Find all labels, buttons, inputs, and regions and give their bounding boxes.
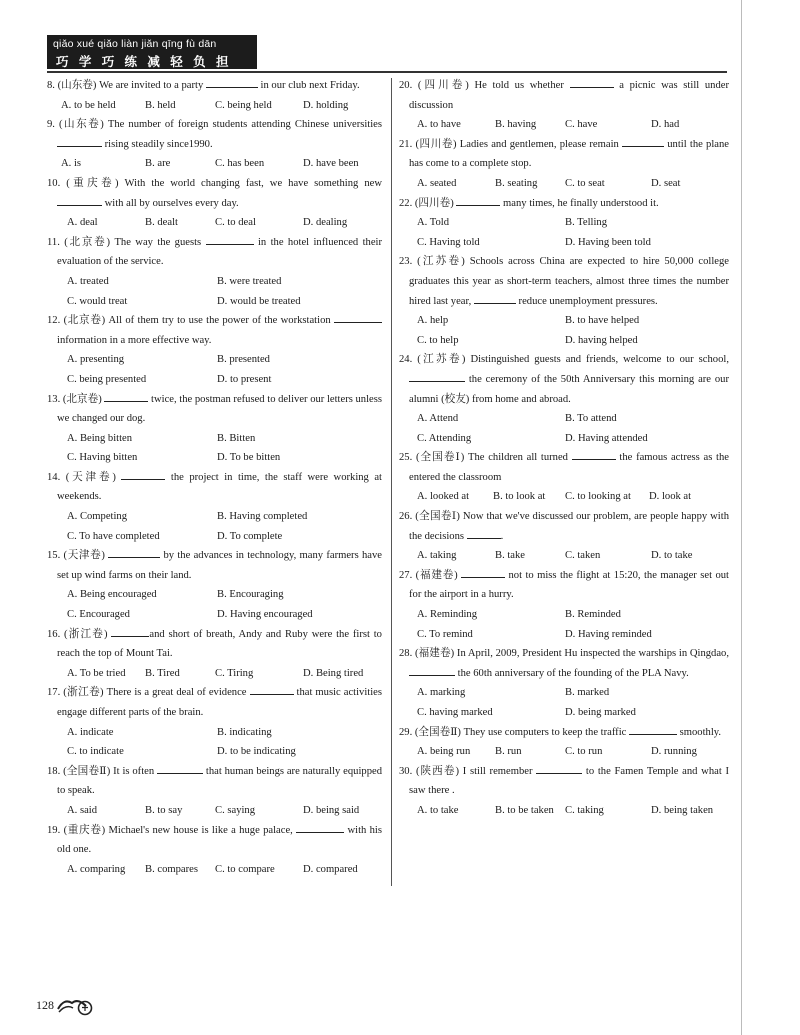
options-row — [399, 213, 729, 233]
answer-option: B. presented — [217, 354, 270, 366]
question-item — [47, 762, 382, 821]
question-stem — [399, 350, 729, 409]
answer-option: A. indicate — [67, 726, 114, 738]
answer-option: B. dealt — [145, 217, 178, 229]
question-item — [47, 821, 382, 880]
answer-option: D. Having reminded — [565, 628, 652, 640]
question-text: 12. (北京卷) All of them try to use the power of the workstation — [47, 315, 334, 327]
question-stem — [399, 194, 729, 214]
options-row — [47, 448, 382, 468]
answer-option: B. indicating — [217, 726, 272, 738]
answer-option: C. have — [565, 119, 598, 131]
question-item — [47, 625, 382, 684]
question-stem — [399, 723, 729, 743]
answer-option: D. Having been told — [565, 236, 651, 248]
question-item — [399, 644, 729, 722]
question-item — [47, 76, 382, 115]
options-row — [399, 742, 729, 762]
question-item — [47, 683, 382, 761]
answer-option: D. To complete — [217, 530, 283, 542]
answer-option: D. seat — [651, 177, 681, 189]
answer-option: D. holding — [303, 99, 349, 111]
question-stem — [47, 821, 382, 860]
answer-option: A. to have — [417, 119, 461, 131]
answer-option: A. Reminding — [417, 609, 478, 621]
options-row — [47, 370, 382, 390]
question-stem — [399, 507, 729, 546]
options-row — [399, 115, 729, 135]
question-stem — [399, 566, 729, 605]
options-row — [47, 96, 382, 116]
options-row — [399, 605, 729, 625]
answer-blank — [296, 821, 344, 833]
answer-option: C. Tiring — [215, 667, 254, 679]
answer-option: A. treated — [67, 275, 109, 287]
answer-option: B. were treated — [217, 275, 282, 287]
question-text: 24. (江苏卷) Distinguished guests and friends, welcome to our school, — [399, 354, 729, 366]
options-row — [399, 331, 729, 351]
answer-option: B. Tired — [145, 667, 180, 679]
question-text: with his old one. — [57, 824, 382, 856]
options-row — [399, 801, 729, 821]
question-stem — [47, 311, 382, 350]
options-row — [47, 801, 382, 821]
options-row — [47, 860, 382, 880]
answer-blank — [456, 194, 500, 206]
question-text: not to miss the flight at 15:20, the manager set out for the airport in a hurry. — [409, 569, 729, 601]
answer-option: A. to take — [417, 804, 459, 816]
question-item — [399, 350, 729, 448]
answer-blank — [409, 664, 455, 676]
options-row — [399, 546, 729, 566]
answer-option: D. being marked — [565, 707, 636, 718]
question-stem — [47, 625, 382, 664]
answer-option: C. being presented — [67, 373, 147, 385]
question-text: smoothly. — [677, 726, 722, 738]
answer-option: D. being taken — [651, 804, 714, 816]
question-text: 14. (天津卷) — [47, 471, 122, 483]
question-text: 21. (四川卷) Ladies and gentlemen, please remain — [399, 138, 623, 150]
section-header — [47, 35, 257, 69]
answer-option: C. to looking at — [565, 491, 631, 503]
question-stem — [47, 174, 382, 213]
answer-option: C. has been — [215, 158, 265, 170]
answer-blank — [467, 527, 501, 539]
options-row — [399, 409, 729, 429]
options-row — [47, 585, 382, 605]
answer-option: C. Attending — [417, 432, 472, 444]
answer-option: A. Being bitten — [67, 432, 133, 444]
answer-option: C. Encouraged — [67, 609, 130, 621]
answer-option: D. to take — [651, 550, 693, 562]
answer-option: C. taken — [565, 550, 601, 562]
question-item — [47, 115, 382, 174]
question-text: reduce unemployment pressures. — [515, 295, 658, 307]
answer-blank — [474, 292, 516, 304]
answer-option: B. compares — [145, 863, 198, 875]
answer-option: D. Having attended — [565, 432, 648, 444]
question-text: in the hotel influenced their evaluation of the service. — [57, 236, 383, 268]
question-text: the 60th anniversary of the founding of the PLA Navy. — [455, 667, 689, 679]
answer-option: A. To be tried — [67, 667, 126, 679]
question-text: 17. (浙江卷) There is a great deal of evidence — [47, 687, 250, 699]
answer-option: C. having marked — [417, 707, 493, 718]
options-row — [47, 723, 382, 743]
answer-option: A. marking — [417, 687, 466, 699]
page-number: 128 — [36, 998, 54, 1012]
question-text: 15. (天津卷) — [47, 550, 109, 562]
answer-option: D. compared — [303, 863, 358, 875]
question-text: the famous actress as the entered the classroom — [409, 452, 729, 483]
question-text: 11. (北京卷) The way the guests — [47, 236, 206, 248]
question-text: 22. (四川卷) — [399, 197, 457, 209]
question-text: . — [500, 530, 504, 542]
answer-blank — [334, 311, 382, 323]
options-row — [399, 703, 729, 723]
header-rule — [47, 71, 727, 73]
question-stem — [399, 644, 729, 683]
answer-option: C. Having bitten — [67, 452, 138, 464]
answer-option: B. marked — [565, 687, 610, 699]
question-text: 10. (重庆卷) With the world changing fast, we have something new — [47, 177, 382, 189]
column-divider — [391, 78, 392, 886]
answer-option: C. to seat — [565, 177, 605, 189]
header-title: 巧 学 巧 练 减 轻 负 担 — [56, 54, 232, 69]
answer-option: C. to indicate — [67, 746, 124, 758]
answer-blank — [111, 625, 149, 637]
options-row — [47, 605, 382, 625]
answer-option: A. deal — [67, 217, 98, 229]
question-item — [47, 174, 382, 233]
question-item — [47, 311, 382, 389]
answer-option: D. To be bitten — [217, 452, 281, 464]
answer-blank — [57, 194, 102, 206]
answer-option: D. having helped — [565, 334, 638, 346]
question-stem — [399, 448, 729, 487]
question-text: that human beings are naturally equipped to speak. — [57, 765, 383, 797]
answer-option: B. run — [495, 746, 522, 758]
question-item — [399, 507, 729, 566]
answer-option: D. look at — [649, 491, 692, 503]
options-row — [47, 742, 382, 762]
question-text: 18. (全国卷Ⅱ) It is often — [47, 765, 158, 777]
answer-option: B. to be taken — [495, 804, 554, 816]
options-row — [47, 664, 382, 684]
answer-blank — [157, 762, 203, 774]
question-stem — [399, 762, 729, 801]
answer-option: A. said — [67, 804, 98, 816]
answer-option: A. seated — [417, 177, 457, 189]
question-text: 26. (全国卷Ⅰ) Now that we've discussed our problem, are people happy with the decisions — [399, 511, 729, 542]
answer-blank — [206, 76, 258, 88]
answer-option: D. dealing — [303, 217, 348, 229]
question-item — [47, 468, 382, 546]
answer-option: D. Having encouraged — [217, 609, 313, 621]
answer-option: A. Attend — [417, 413, 459, 425]
options-row — [399, 174, 729, 194]
question-text: a picnic was still under discussion — [409, 80, 729, 111]
answer-option: A. Told — [417, 217, 450, 229]
question-stem — [47, 390, 382, 429]
options-row — [399, 311, 729, 331]
options-row — [47, 527, 382, 547]
question-item — [399, 252, 729, 350]
answer-option: C. to deal — [215, 217, 256, 229]
question-text: twice, the postman refused to deliver our letters unless we changed our dog. — [57, 393, 382, 425]
options-row — [399, 487, 729, 507]
question-text: and short of breath, Andy and Ruby were the first to reach the top of Mount Tai. — [57, 628, 382, 660]
answer-option: C. Having told — [417, 236, 480, 248]
question-text: 28. (福建卷) In April, 2009, President Hu inspected the warships in Qingdao, — [399, 648, 729, 660]
book-logo-icon — [56, 994, 94, 1016]
answer-option: B. held — [145, 99, 176, 111]
options-row — [47, 213, 382, 233]
header-pinyin: qiǎo xué qiǎo liàn jiǎn qīng fù dān — [53, 38, 217, 50]
answer-blank — [572, 448, 616, 460]
answer-option: D. to present — [217, 373, 272, 385]
answer-option: D. Being tired — [303, 667, 364, 679]
question-stem — [47, 762, 382, 801]
question-stem — [47, 468, 382, 507]
answer-option: B. seating — [495, 177, 538, 189]
options-row — [399, 683, 729, 703]
answer-option: B. to look at — [493, 491, 546, 503]
options-row — [47, 292, 382, 312]
question-text: 20. (四川卷) He told us whether — [399, 80, 570, 91]
options-row — [47, 272, 382, 292]
question-stem — [399, 135, 729, 174]
options-row — [47, 507, 382, 527]
scan-edge — [741, 0, 742, 1035]
question-stem — [47, 76, 382, 96]
question-item — [47, 546, 382, 624]
question-item — [399, 448, 729, 507]
answer-option: B. Bitten — [217, 432, 256, 444]
question-text: 30. (陕西卷) I still remember — [399, 765, 537, 777]
question-item — [399, 566, 729, 644]
right-column — [399, 76, 729, 821]
question-text: 13. (北京卷) — [47, 393, 105, 405]
answer-blank — [629, 723, 677, 735]
question-text: by the advances in technology, many farmers have set up wind farms on their land. — [57, 550, 382, 581]
question-text: the ceremony of the 50th Anniversary this morning are our alumni (校友) from home and abroad. — [409, 373, 729, 405]
answer-option: B. Telling — [565, 217, 608, 229]
answer-blank — [121, 468, 165, 480]
answer-option: C. to help — [417, 334, 459, 346]
question-text: to the Famen Temple and what I saw there . — [409, 765, 729, 797]
answer-option: A. presenting — [67, 354, 125, 366]
options-row — [399, 625, 729, 645]
answer-option: A. help — [417, 315, 449, 327]
answer-option: A. to be held — [61, 99, 116, 111]
answer-option: B. having — [495, 119, 537, 131]
question-text: until the plane has come to a complete stop. — [409, 138, 729, 170]
question-text: the project in time, the staff were working at weekends. — [57, 471, 382, 503]
options-row — [47, 429, 382, 449]
answer-option: A. taking — [417, 550, 457, 562]
answer-option: C. To remind — [417, 628, 473, 640]
answer-option: B. to say — [145, 804, 183, 816]
answer-option: D. had — [651, 119, 680, 131]
answer-option: B. Encouraging — [217, 589, 284, 601]
answer-option: A. being run — [417, 746, 471, 758]
question-item — [399, 762, 729, 821]
answer-blank — [108, 546, 160, 558]
question-text: many times, he finally understood it. — [500, 197, 659, 209]
answer-option: A. looked at — [417, 491, 470, 503]
question-text: 8. (山东卷) We are invited to a party — [47, 80, 206, 91]
answer-blank — [206, 233, 254, 245]
answer-blank — [409, 370, 465, 382]
answer-blank — [570, 76, 614, 88]
question-stem — [47, 683, 382, 722]
question-item — [399, 194, 729, 253]
answer-option: B. are — [145, 158, 171, 170]
question-stem — [47, 233, 382, 272]
answer-option: D. running — [651, 746, 697, 758]
question-text: information in a more effective way. — [57, 334, 212, 346]
answer-option: B. Having completed — [217, 511, 308, 523]
answer-blank — [536, 762, 582, 774]
question-item — [399, 723, 729, 762]
answer-option: A. Being encouraged — [67, 589, 157, 601]
question-text: 16. (浙江卷) — [47, 628, 112, 640]
question-text: 9. (山东卷) The number of foreign students attending Chinese universities — [47, 119, 382, 131]
question-stem — [47, 115, 382, 154]
answer-blank — [104, 390, 148, 402]
answer-option: C. would treat — [67, 295, 128, 307]
answer-option: D. being said — [303, 804, 360, 816]
question-item — [399, 135, 729, 194]
question-stem — [47, 546, 382, 585]
question-item — [47, 233, 382, 311]
options-row — [47, 154, 382, 174]
answer-option: B. to have helped — [565, 315, 640, 327]
answer-option: D. would be treated — [217, 295, 301, 307]
question-item — [47, 390, 382, 468]
question-text: 23. (江苏卷) Schools across China are expected to hire 50,000 college graduates this year as short-term teachers, almost three times the number hired last year, — [399, 256, 729, 307]
answer-option: B. take — [495, 550, 526, 562]
answer-option: C. to run — [565, 746, 603, 758]
answer-option: C. to compare — [215, 863, 275, 875]
answer-option: C. taking — [565, 804, 604, 816]
question-item — [399, 76, 729, 135]
question-text: 19. (重庆卷) Michael's new house is like a huge palace, — [47, 824, 297, 836]
answer-option: D. have been — [303, 158, 359, 170]
answer-option: C. To have completed — [67, 530, 160, 542]
answer-blank — [622, 135, 664, 147]
question-text: with all by ourselves every day. — [102, 197, 239, 209]
options-row — [399, 429, 729, 449]
question-text: that music activities engage different parts of the brain. — [57, 687, 382, 718]
question-text: 27. (福建卷) — [399, 569, 462, 581]
answer-option: A. Competing — [67, 511, 128, 523]
answer-option: A. is — [61, 158, 82, 170]
answer-option: B. Reminded — [565, 609, 621, 621]
question-text: rising steadily since1990. — [102, 138, 213, 150]
question-text: in our club next Friday. — [257, 80, 360, 91]
question-text: 25. (全国卷Ⅰ) The children all turned — [399, 452, 572, 464]
question-text: 29. (全国卷Ⅱ) They use computers to keep the traffic — [399, 726, 629, 738]
answer-option: B. To attend — [565, 413, 617, 425]
answer-blank — [250, 683, 294, 695]
options-row — [47, 350, 382, 370]
answer-blank — [57, 135, 102, 147]
answer-option: C. saying — [215, 804, 256, 816]
answer-blank — [461, 566, 505, 578]
answer-option: D. to be indicating — [217, 746, 296, 758]
answer-option: A. comparing — [67, 863, 126, 875]
question-stem — [399, 76, 729, 115]
left-column — [47, 76, 382, 879]
answer-option: C. being held — [215, 99, 272, 111]
options-row — [399, 233, 729, 253]
question-stem — [399, 252, 729, 311]
